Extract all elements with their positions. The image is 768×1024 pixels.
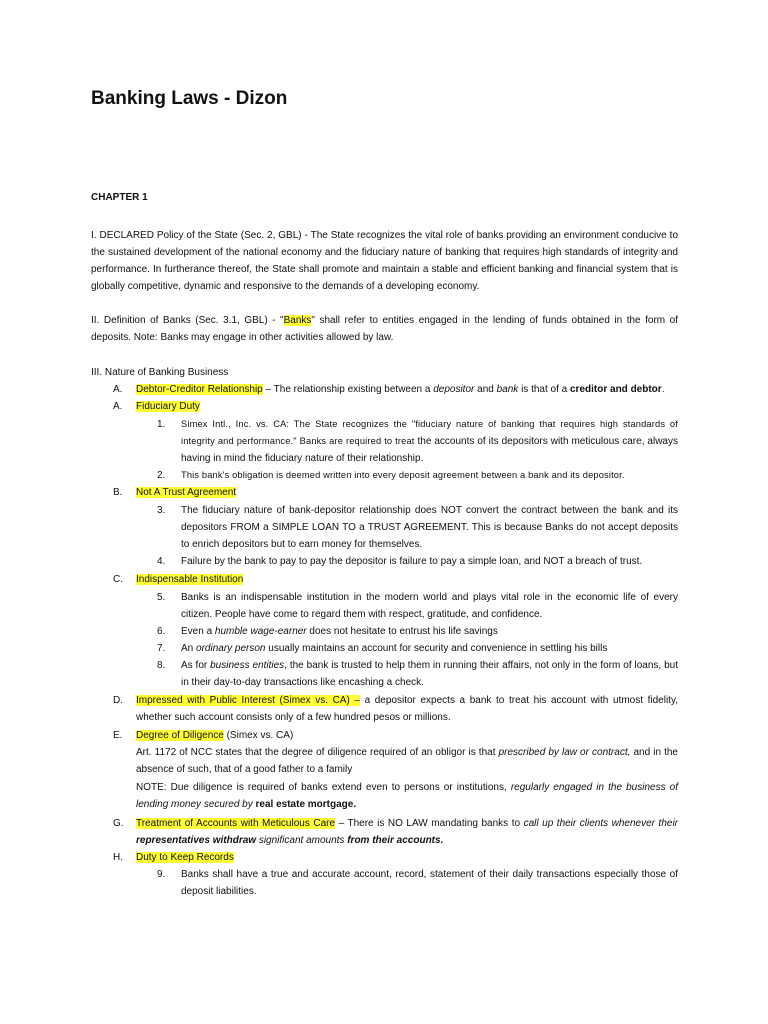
public-interest-highlight: Impressed with Public Interest (Simex vs. CA) – [136, 695, 360, 706]
item-7-pre: An [181, 643, 197, 654]
document-title: Banking Laws - Dizon [91, 88, 288, 109]
list-letter-a: A. [113, 384, 123, 395]
item-debtor-creditor [136, 381, 678, 398]
item-6-italic: humble wage-earner [214, 626, 307, 637]
item-6-text [181, 623, 678, 640]
diligence-article-text [136, 744, 678, 778]
debtor-creditor-highlight: Debtor-Creditor Relationship [136, 384, 263, 395]
list-letter-e: E. [113, 730, 123, 741]
list-number-8: 8. [157, 660, 166, 671]
list-letter-a-2: A. [113, 401, 123, 412]
item-not-trust-agreement [136, 484, 678, 501]
note-bold: real estate mortgage. [252, 799, 357, 810]
keep-records-highlight: Duty to Keep Records [136, 852, 234, 863]
item-4-text: Failure by the bank to pay to pay the depositor is failure to pay a simple loan, and NOT a breach of trust. [181, 556, 643, 567]
debtor-creditor-text: – The relationship existing between a [262, 384, 434, 395]
not-trust-highlight: Not A Trust Agreement [136, 487, 237, 498]
item-5-text: Banks is an indispensable institution in the modern world and plays vital role in the economic life of every citizen. People have come to regard them with respect, gratitude, and confidence. [181, 592, 678, 620]
indispensable-highlight: Indispensable Institution [136, 574, 244, 585]
item-6-pre: Even a [181, 626, 215, 637]
diligence-citation: (Simex vs. CA) [223, 730, 294, 741]
item-indispensable-institution [136, 571, 678, 588]
item-8-italic: business entities [210, 660, 285, 671]
item-8-post: , the bank is trusted to help them in running their affairs, not only in the form of loans, but in their day-to-day transactions like encashing a check. [181, 660, 678, 688]
item-3-text: The fiduciary nature of bank-depositor relationship does NOT convert the contract between the bank and its depositors FROM a SIMPLE LOAN TO a TRUST AGREEMENT. This is because Banks do not accept deposits to enrich depositors but to earn money for themselves. [181, 505, 678, 550]
list-number-6: 6. [157, 626, 166, 637]
item-2-small-text: This bank's obligation is deemed written into every deposit agreement between a bank and its depositor. [181, 470, 625, 480]
list-number-1: 1. [157, 419, 166, 430]
item-6-post: does not hesitate to entrust his life savings [306, 626, 498, 637]
bank-italic: bank [496, 384, 519, 395]
definition-rest: " shall refer to entities engaged in the lending of funds obtained in the form of deposits. Note: Banks may engage in other activities allowed by law. [91, 315, 678, 343]
section-nature-heading: III. Nature of Banking Business [91, 367, 229, 378]
diligence-highlight: Degree of Diligence [136, 730, 224, 741]
creditor-debtor-bold: creditor and debtor [570, 384, 662, 395]
item-meticulous-care [136, 815, 678, 849]
banks-highlight: Banks [283, 315, 312, 326]
public-interest-text: a depositor expects a bank to treat his account with utmost fidelity, whether such account consists only of a few hundred pesos or millions. [136, 695, 678, 723]
article-post: and in the absence of such, that of a good father to a family [136, 747, 678, 775]
item-8-text [181, 657, 678, 691]
item-2-obligation [181, 467, 678, 484]
note-pre: NOTE: Due diligence is required of banks extend even to persons or institutions, [136, 782, 511, 793]
list-letter-b: B. [113, 487, 123, 498]
debtor-creditor-period: . [661, 384, 665, 395]
diligence-note-text [136, 779, 678, 813]
item-7-post: usually maintains an account for security and convenience in settling his bills [265, 643, 608, 654]
list-number-7: 7. [157, 643, 166, 654]
debtor-creditor-text-2: is that of a [518, 384, 570, 395]
item-9-text: Banks shall have a true and accurate account, record, statement of their daily transactions especially those of deposit liabilities. [181, 869, 678, 897]
list-number-4: 4. [157, 556, 166, 567]
item-public-interest [136, 692, 678, 726]
item-1-small-text: Simex Intl., Inc. vs. CA: The State recognizes the "fiduciary nature of banking that requires high standards of integrity and performance." Banks are required to treat [181, 419, 678, 446]
meticulous-care-bold-italic-2: from their accounts. [347, 835, 444, 846]
list-number-5: 5. [157, 592, 166, 603]
section-definition-of-banks [91, 312, 678, 346]
section-declared-policy: I. DECLARED Policy of the State (Sec. 2, GBL) - The State recognizes the vital role of banks providing an environment conducive to the sustained development of the national economy and the fiduciary nature of banking that requires high standards of integrity and performance. In furtherance thereof, the State shall promote and maintain a stable and efficient banking and financial system that is globally competitive, dynamic and responsive to the demands of a developing economy. [91, 230, 678, 292]
article-pre: Art. 1172 of NCC states that the degree of diligence required of an obligor is that [136, 747, 499, 758]
definition-prefix: II. Definition of Banks (Sec. 3.1, GBL) - " [91, 315, 284, 326]
item-8-pre: As for [181, 660, 211, 671]
fiduciary-duty-highlight: Fiduciary Duty [136, 401, 200, 412]
meticulous-care-italic-2: significant amounts [256, 835, 348, 846]
list-letter-d: D. [113, 695, 123, 706]
item-fiduciary-duty [136, 398, 678, 415]
debtor-creditor-and: and [474, 384, 497, 395]
list-number-2: 2. [157, 470, 166, 481]
list-letter-g: G. [113, 818, 124, 829]
item-1-rest: the accounts of its depositors with meticulous care, always having in mind the fiduciary nature of their relationship. [181, 436, 678, 464]
item-7-text [181, 640, 678, 657]
list-letter-h: H. [113, 852, 123, 863]
note-italic: regularly engaged in the business of lending money secured by [136, 782, 678, 810]
depositor-italic: depositor [433, 384, 475, 395]
chapter-heading: CHAPTER 1 [91, 192, 148, 203]
item-degree-of-diligence [136, 727, 678, 744]
meticulous-care-highlight: Treatment of Accounts with Meticulous Care [136, 818, 336, 829]
meticulous-care-text: – There is NO LAW mandating banks to [335, 818, 524, 829]
article-italic: prescribed by law or contract, [498, 747, 631, 758]
item-7-italic: ordinary person [196, 643, 266, 654]
item-1-simex [181, 416, 678, 467]
list-letter-c: C. [113, 574, 123, 585]
meticulous-care-bold-italic-1: representatives withdraw [136, 835, 257, 846]
item-keep-records [136, 849, 678, 866]
meticulous-care-italic-1: call up their clients whenever their [523, 818, 678, 829]
list-number-3: 3. [157, 505, 166, 516]
list-number-9: 9. [157, 869, 166, 880]
